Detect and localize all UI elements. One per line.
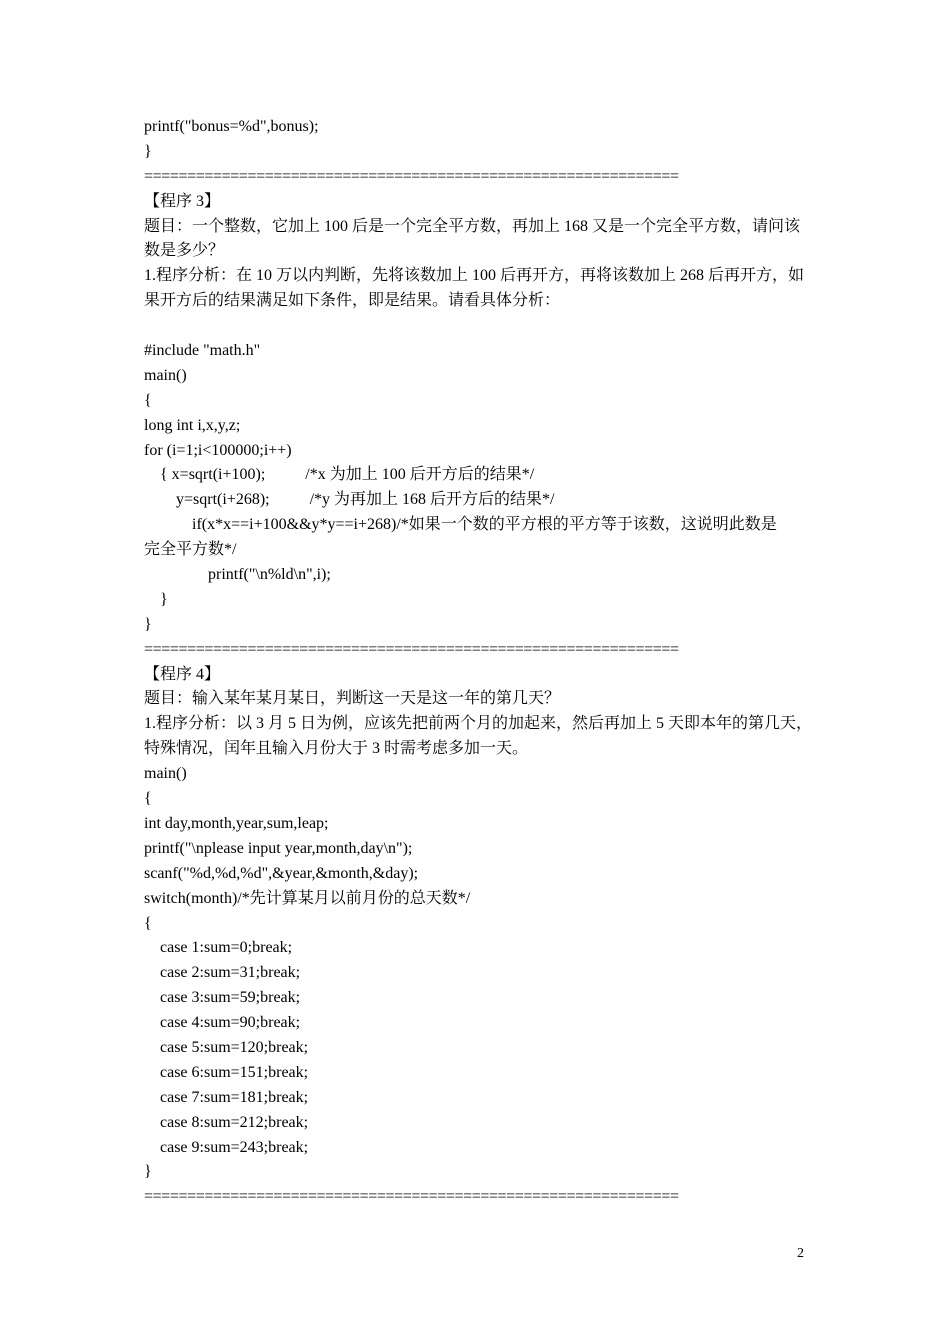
code-line: long int i,x,y,z; bbox=[144, 416, 241, 434]
analysis-text: 果开方后的结果满足如下条件，即是结果。请看具体分析： bbox=[144, 292, 561, 310]
code-line: if(x*x==i+100&&y*y==i+268)/*如果一个数的平方根的平方等于该数，这说明此数是 bbox=[144, 516, 777, 534]
analysis-text: 特殊情况，闰年且输入月份大于 3 时需考虑多加一天。 bbox=[144, 740, 529, 758]
code-line: main() bbox=[144, 366, 187, 384]
code-line: { bbox=[144, 914, 152, 932]
code-line: scanf("%d,%d,%d",&year,&month,&day); bbox=[144, 864, 419, 882]
code-line: printf("bonus=%d",bonus); bbox=[144, 118, 319, 135]
code-line: case 5:sum=120;break; bbox=[144, 1038, 309, 1056]
code-line: case 2:sum=31;break; bbox=[144, 964, 301, 982]
code-line: } bbox=[144, 1163, 152, 1181]
code-line: switch(month)/*先计算某月以前月份的总天数*/ bbox=[144, 889, 471, 907]
code-line: case 4:sum=90;break; bbox=[144, 1014, 301, 1032]
code-line: { bbox=[144, 391, 152, 409]
code-line: { x=sqrt(i+100); /*x 为加上 100 后开方后的结果*/ bbox=[144, 466, 535, 484]
code-line: { bbox=[144, 790, 152, 808]
code-line: main() bbox=[144, 765, 187, 783]
code-line: } bbox=[144, 142, 152, 160]
code-line: 完全平方数*/ bbox=[144, 541, 237, 559]
section-separator: ============================================================== bbox=[144, 640, 679, 658]
code-line: case 3:sum=59;break; bbox=[144, 989, 301, 1007]
program-heading: 【程序 4】 bbox=[144, 665, 221, 683]
code-line: case 6:sum=151;break; bbox=[144, 1063, 309, 1081]
code-line: case 7:sum=181;break; bbox=[144, 1088, 309, 1106]
code-line: case 8:sum=212;break; bbox=[144, 1113, 309, 1131]
blank-line bbox=[144, 314, 824, 339]
analysis-text: 1.程序分析：以 3 月 5 日为例，应该先把前两个月的加起来，然后再加上 5 天即本年的第几天， bbox=[144, 715, 813, 733]
code-line: int day,month,year,sum,leap; bbox=[144, 814, 329, 832]
analysis-text: 1.程序分析：在 10 万以内判断，先将该数加上 100 后再开方，再将该数加上 268 后再开方，如 bbox=[144, 267, 805, 285]
document-body bbox=[144, 115, 824, 1210]
code-line: printf("\n%ld\n",i); bbox=[144, 566, 331, 584]
section-separator: ============================================================== bbox=[144, 1188, 679, 1206]
program-heading: 【程序 3】 bbox=[144, 192, 221, 210]
problem-statement: 题目：输入某年某月某日，判断这一天是这一年的第几天？ bbox=[144, 690, 561, 708]
code-line: case 9:sum=243;break; bbox=[144, 1138, 309, 1156]
problem-statement: 题目：一个整数，它加上 100 后是一个完全平方数，再加上 168 又是一个完全平方数，请问该 bbox=[144, 217, 801, 235]
code-line: case 1:sum=0;break; bbox=[144, 939, 293, 957]
code-line: } bbox=[144, 615, 152, 633]
code-line: for (i=1;i<100000;i++) bbox=[144, 441, 292, 459]
code-line: y=sqrt(i+268); /*y 为再加上 168 后开方后的结果*/ bbox=[144, 491, 555, 509]
code-line: #include "math.h" bbox=[144, 342, 261, 360]
code-line: } bbox=[144, 590, 168, 608]
code-line: printf("\nplease input year,month,day\n"); bbox=[144, 839, 413, 857]
section-separator: ============================================================== bbox=[144, 167, 679, 185]
page-number: 2 bbox=[797, 1246, 804, 1261]
problem-statement: 数是多少？ bbox=[144, 242, 225, 260]
